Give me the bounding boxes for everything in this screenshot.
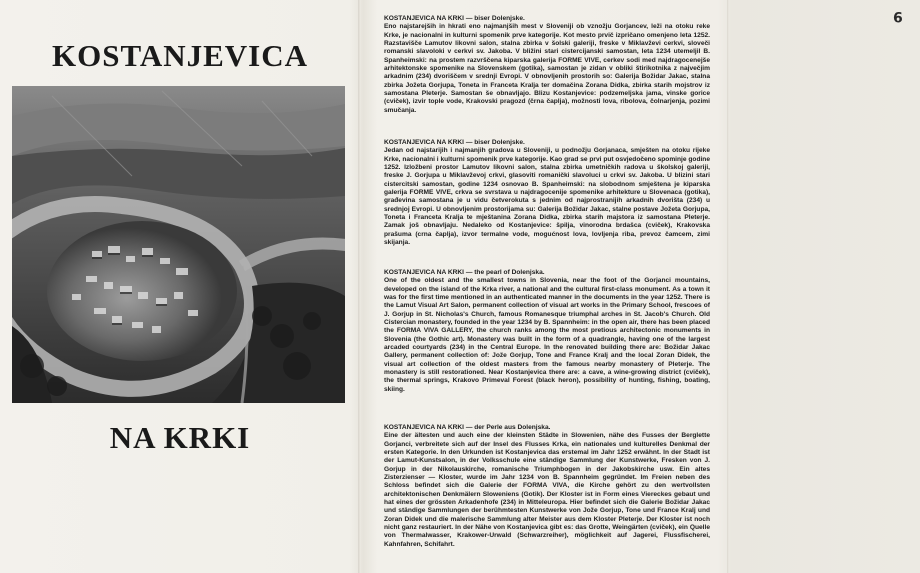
slovene-heading: KOSTANJEVICA NA KRKI — biser Dolenjske.	[384, 15, 525, 22]
aerial-photo-illustration	[12, 86, 345, 403]
fold-line-left	[358, 0, 361, 573]
slovene-body: Eno najstarejših in hkrati eno najmanjših mest v Sloveniji ob vznožju Gorjancev, leži na otoku reke Krke, je nacionalni in kulturni spomenik prve kategorije. Kot mesto prvič izpričano omenjeno leta 1252. Razstavišče Lamutov likovni salon, stalna zbirka v šolski galeriji, freske v Miklavževi cerkvi, sloveči romanski slavoloki v cerkvi sv. Jakoba. V bližini stari cistercijanski samostan, leta 1234 utemeljil B. Spanheimski: na prostem razvrščena kiparska galerija FORME VIVE, cerkev sodi med najdragocenejše arhitektonske spomenike na Slovenskem (gotika), samostan je zidan v obliki štirikotnika z največjim arkadnim (234) dvoriščem v srednji Evropi. V obnovljenih prostorih so: Galerija Božidar Jakac, stalna zbirka Jožeta Gorjupa, Toneta in Franceta Kralja ter domačina Zorana Didka, zbirka starih mojstrov iz samostana Pleterje. Samostan še obnavljajo. Blizu Kostanjevice: podzemeljska jama, vinske gorice (cviček), izvir tople vode, Krakovski pragozd (črna čaplja), možnosti lova, ribolova, čolnarjenja, pozimi smučanja.	[384, 23, 710, 114]
cover-title: KOSTANJEVICA	[51, 38, 309, 73]
english-heading: KOSTANJEVICA NA KRKI — the pearl of Dolenjska.	[384, 269, 545, 276]
page-number: 9	[893, 8, 903, 24]
english-section	[384, 269, 710, 394]
german-body: Eine der ältesten und auch eine der kleinsten Städte in Slowenien, nähe des Fusses der Berglette Gorjanci, verbreitete sich auf der Insel des Flusses Krka, ein nationales und kulturelles Denkmal der ersten Kategorie. In den Urkunden ist Kostanjevica das erstemal im Jahr 1252 erwähnt. In der Stadt ist der Lamut-Kunstsalon, in der Volksschule eine ständige Sammlung der Kunstwerke, Fresken von J. Gorjup in der Nikolauskirche, romanische Triumphbogen in der Jakobskirche usw. Ein altes Zisterzienser — Kloster, wurde im Jahr 1234 von B. Spannheim gegründet. Im Freien neben des Schloss befindet sich die Galerie der FORMA VIVA, die Kirche gehört zu den wertvollsten architektonischen Denkmälern Sloweniens (Gotik). Der Kloster ist in Form eines Viereckes gebaut und hat eines der grössten Arkadenhofe (234) in Mitteleuropa. Hier befindet sich die Galerie Božidar Jakac und ständige Sammlungen der berühmtesten Kunstwerke von Jože Gorjup, Tone und France Kralj und Zoran Didek und die malerische Sammlung alter Meister aus dem Kloster Pleterje. Der Kloster ist noch nicht ganz restauriert. In der Nähe von Kostanjevica gibt es: das Grotte, Weingärten (cviček), ein Quelle von Thermalwasser, Krakower-Urwald (Schwarzreiher), möglichkeit auf Jagerei, Flussfischerei, Kahnfahren, Schifahrt.	[384, 432, 710, 548]
aerial-town-photo	[12, 86, 345, 403]
german-heading: KOSTANJEVICA NA KRKI — der Perle aus Dolenjska.	[384, 424, 551, 431]
cover-subtitle: NA KRKI	[109, 420, 251, 455]
croatian-section	[384, 139, 710, 247]
croatian-body: Jedan od najstarijih i najmanjih gradova u Sloveniji, u podnožju Gorjanaca, smješten na otoku rijeke Krke, nacionalni i kulturni spomenik prve kategorije. Kao grad se prvi put osvjedočeno spominje godine 1252. Izložbeni prostor Lamutov likovni salon, stalna zbirka umetničkih radova u školskoj galeriji, freske J. Gorjupa u Miklavževoj crkvi, glasoviti romanički slavoluci u crkvi sv. Jakoba. U blizini stari cistercitski samostan, godine 1234 osnovao B. Spanheimski: na slobodnom smještena je kiparska galerija FORME VIVE, crkva se svrstava u najdragocenije spomenike arhitekture u Slovenaca (gotika), građevina samostana je u vidu četverokuta s jednim od najprostranijih arkadnih dvorišta (234) u srednjoj Evropi. U obnovljenim prostorijama su: Galerija Božidar Jakac, stalne postave Jožeta Gorjupa, Toneta i Franceta Kralja te mještanina Zorana Didka, zbirka starih majstora iz samostana Pleterje. Zamak još obnavljaju. Nedaleko od Kostanjevice: špilja, vinorodna brdašca (cviček), Krakovska prašuma (crna čaplja), izvor termalne vode, mogućnost lova, lovljenja riba, prevoz čamcem, zimi skijanja.	[384, 147, 710, 247]
slovene-section	[384, 15, 710, 115]
croatian-heading: KOSTANJEVICA NA KRKI — biser Dolenjske.	[384, 139, 525, 146]
fold-line-right	[727, 0, 729, 573]
english-body: One of the oldest and the smallest towns in Slovenia, near the foot of the Gorjanci mountains, developed on the island of the Krka river, a national and the cultural first-class monument. As a town it was for the first time mentioned in an authenticated manner in the documents in the year 1252. There is the Lamut Visual Art Salon, permanent collection of visual art works in the Primary School, frescoes of J. Gorjup in St. Nicholas's Church, famous Romanesque triumphal arches in St. Jacob's Church. Old Cistercian monastery, founded in the year 1234 by B. Spannheim: in the open air, there has been placed the FORMA VIVA GALLERY, the church ranks among the most pretious architectonic monuments in Slovenia (the Gothic art). Monastery was built in the form of a quadrangle, having one of the largest arcaded courtyards (234) in the Central Europe. In the renovated building there are: Božidar Jakac Gallery, permanent collection of: Jože Gorjup, Tone and France Kralj and the local Zoran Didek, the visual art collection of the oldest masters from the famous nearby monastery of Pleterje. The monastery is still restorationed. Near Kostanjevica there are: a cave, a wine-growing district (cviček), the thermal springs, Krakovo Primeval Forest (black heron), possibility of hunting, fishing, boating, skiing.	[384, 277, 710, 393]
german-section	[384, 424, 710, 549]
